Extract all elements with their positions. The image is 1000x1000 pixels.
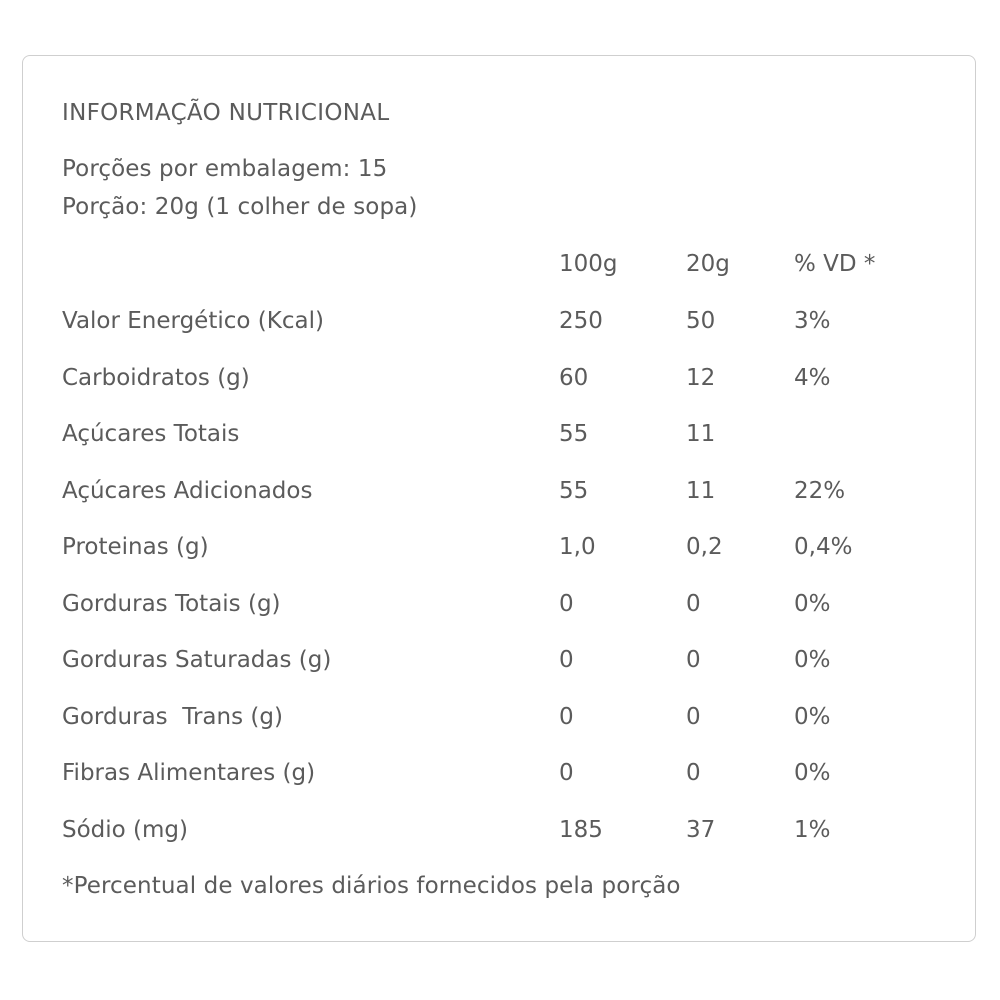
- table-row: [23, 363, 975, 393]
- table-row: [23, 476, 975, 506]
- value-daily-percent: 0%: [794, 591, 831, 617]
- value-daily-percent: 1%: [794, 817, 831, 843]
- header-daily-value: % VD *: [794, 251, 876, 277]
- nutrient-name: Açúcares Totais: [62, 421, 240, 447]
- value-per-100g: 250: [559, 308, 603, 334]
- table-row: [23, 702, 975, 732]
- value-per-20g: 0: [686, 760, 701, 786]
- value-per-100g: 0: [559, 647, 574, 673]
- table-row: [23, 758, 975, 788]
- value-daily-percent: 22%: [794, 478, 846, 504]
- value-daily-percent: 0%: [794, 760, 831, 786]
- value-per-100g: 0: [559, 760, 574, 786]
- value-per-100g: 185: [559, 817, 603, 843]
- table-row: [23, 589, 975, 619]
- value-per-20g: 37: [686, 817, 716, 843]
- nutrient-name: Sódio (mg): [62, 817, 188, 843]
- table-row: [23, 306, 975, 336]
- nutrition-title: INFORMAÇÃO NUTRICIONAL: [62, 100, 390, 126]
- value-per-20g: 0: [686, 704, 701, 730]
- nutrient-name: Gorduras Trans (g): [62, 704, 283, 730]
- value-daily-percent: 0%: [794, 647, 831, 673]
- nutrient-name: Açúcares Adicionados: [62, 478, 313, 504]
- value-daily-percent: 0%: [794, 704, 831, 730]
- servings-per-package: Porções por embalagem: 15: [62, 156, 388, 182]
- nutrient-name: Gorduras Saturadas (g): [62, 647, 332, 673]
- value-per-20g: 0: [686, 647, 701, 673]
- nutrient-name: Valor Energético (Kcal): [62, 308, 324, 334]
- value-per-20g: 50: [686, 308, 716, 334]
- portion-size: Porção: 20g (1 colher de sopa): [62, 194, 418, 220]
- nutrient-name: Proteinas (g): [62, 534, 209, 560]
- value-per-100g: 1,0: [559, 534, 596, 560]
- value-per-100g: 55: [559, 421, 589, 447]
- header-per-100g: 100g: [559, 251, 618, 277]
- nutrition-facts-card: [22, 55, 976, 942]
- value-per-100g: 60: [559, 365, 589, 391]
- table-row: [23, 645, 975, 675]
- value-per-20g: 0: [686, 591, 701, 617]
- nutrient-name: Gorduras Totais (g): [62, 591, 281, 617]
- value-per-20g: 12: [686, 365, 716, 391]
- nutrient-name: Fibras Alimentares (g): [62, 760, 316, 786]
- value-daily-percent: 0,4%: [794, 534, 853, 560]
- table-row: [23, 419, 975, 449]
- value-per-100g: 55: [559, 478, 589, 504]
- daily-value-footnote: *Percentual de valores diários fornecidos pela porção: [62, 873, 681, 899]
- header-per-20g: 20g: [686, 251, 730, 277]
- value-per-20g: 11: [686, 421, 716, 447]
- value-per-20g: 11: [686, 478, 716, 504]
- value-per-100g: 0: [559, 591, 574, 617]
- value-daily-percent: 3%: [794, 308, 831, 334]
- table-header-row: [23, 249, 975, 279]
- value-daily-percent: 4%: [794, 365, 831, 391]
- value-per-100g: 0: [559, 704, 574, 730]
- value-per-20g: 0,2: [686, 534, 723, 560]
- table-row: [23, 532, 975, 562]
- nutrient-name: Carboidratos (g): [62, 365, 250, 391]
- table-row: [23, 815, 975, 845]
